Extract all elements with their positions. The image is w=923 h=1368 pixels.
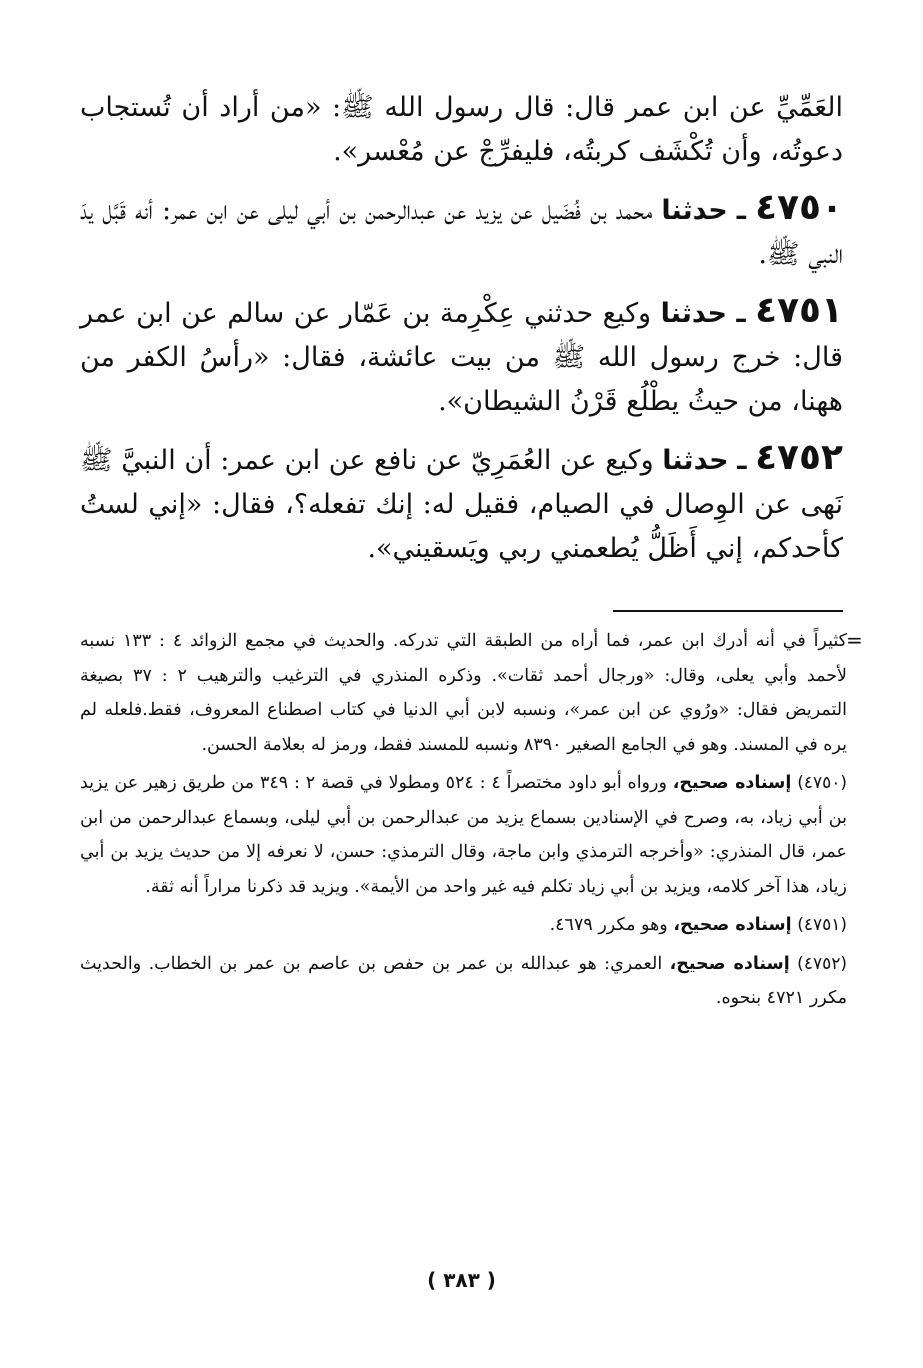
hadith-text: محمد بن فُضَيل عن يزيد عن عبدالرحمن بن أبي ليلى عن ابن عمر: أنه قَبَّل يدَ النبي ﷺ. xyxy=(80,195,843,270)
footnote-4750 xyxy=(80,766,847,904)
hadith-continuation xyxy=(80,86,843,174)
footnotes xyxy=(80,624,847,1020)
footnote-number: (٤٧٥٢) xyxy=(797,953,847,974)
hadith-dash: ـ xyxy=(737,445,747,476)
hadith-keyword: حدثنا xyxy=(660,298,727,329)
footnote-continued xyxy=(80,624,847,762)
footnote-keyword: إسناده صحيح، xyxy=(669,953,790,974)
hadith-dash: ـ xyxy=(736,195,747,226)
hadith-number: ٤٧٥٠ xyxy=(755,187,843,228)
footnote-4751 xyxy=(80,908,847,943)
hadith-keyword: حدثنا xyxy=(661,195,728,226)
footnote-number: (٤٧٥٠) xyxy=(797,773,847,793)
footnote-keyword: إسناده صحيح، xyxy=(672,773,792,793)
footnote-separator xyxy=(613,610,843,612)
hadith-number: ٤٧٥١ xyxy=(755,290,843,331)
hadith-text: وكيع حدثني عِكْرِمة بن عَمّار عن سالم عن ابن عمر قال: خرج رسول الله ﷺ من بيت عائشة، فقال: «رأسُ الكفر من ههنا، من حيثُ يطْلُع قَرْنُ الشيطان». xyxy=(80,298,843,417)
footnote-text: كثيراً في أنه أدرك ابن عمر، فما أراه من الطبقة التي تدركه. والحديث في مجمع الزوائد ٤ : ١٣٣ نسبه لأحمد وأبي يعلى، وقال: «ورجال أحمد ثقات». وذكره المنذري في الترغيب والترهيب ٢ : ٣٧ بصيغة التمريض فقال: «ورُوي عن ابن عمر»، ونسبه لابن أبي الدنيا في كتاب اصطناع المعروف، فقط.فلعله لم يره في المسند. وهو في الجامع الصغير ٨٣٩٠ ونسبه للمسند فقط، ورمز له بعلامة الحسن. xyxy=(80,631,848,755)
hadith-4751 xyxy=(80,289,843,424)
footnote-keyword: إسناده صحيح، xyxy=(673,915,792,935)
main-text xyxy=(80,86,843,583)
hadith-text: وكيع عن العُمَرِيّ عن نافع عن ابن عمر: أن النبيَّ ﷺ نَهى عن الوِصال في الصيام، فقيل له: إنك تفعله؟، فقال: «إني لستُ كأحدكم، إني أَظَلُّ يُطعمني ربي ويَسقيني». xyxy=(80,445,843,564)
hadith-4750 xyxy=(80,186,843,277)
footnote-text: العمري: هو عبدالله بن عمر بن حفص بن عاصم بن عمر بن الخطاب. والحديث مكرر ٤٧٢١ بنحوه. xyxy=(80,953,847,1008)
footnote-text: وهو مكرر ٤٦٧٩. xyxy=(549,915,668,935)
footnote-4752 xyxy=(80,947,847,1016)
page-number: ( ٣٨٣ ) xyxy=(427,1268,496,1292)
footnote-number: (٤٧٥١) xyxy=(797,915,847,935)
hadith-number: ٤٧٥٢ xyxy=(755,437,843,478)
footnote-text: ورواه أبو داود مختصراً ٤ : ٥٢٤ ومطولا في قصة ٢ : ٣٤٩ من طريق زهير عن يزيد بن أبي زياد، به، وصرح في الإسنادين بسماع يزيد من عبدالرحمن بن أبي ليلى، وبسماع عبدالرحمن من ابن عمر، قال المنذري: «وأخرجه الترمذي وابن ماجة، وقال الترمذي: حسن، لا نعرفه إلا من حديث يزيد بن أبي زياد، هذا آخر كلامه، ويزيد بن أبي زياد تكلم فيه غير واحد من الأيمة». ويزيد قد ذكرنا مراراً أنه ثقة. xyxy=(80,773,847,897)
hadith-4752 xyxy=(80,436,843,571)
hadith-text: العَمِّيِّ عن ابن عمر قال: قال رسول الله ﷺ: «من أراد أن تُستجاب دعوتُه، وأن تُكْشَف كربتُه، فليفرِّجْ عن مُعْسر». xyxy=(80,92,843,167)
hadith-keyword: حدثنا xyxy=(662,445,729,476)
hadith-dash: ـ xyxy=(736,298,746,329)
footnote-continuation-mark: = xyxy=(846,628,863,652)
